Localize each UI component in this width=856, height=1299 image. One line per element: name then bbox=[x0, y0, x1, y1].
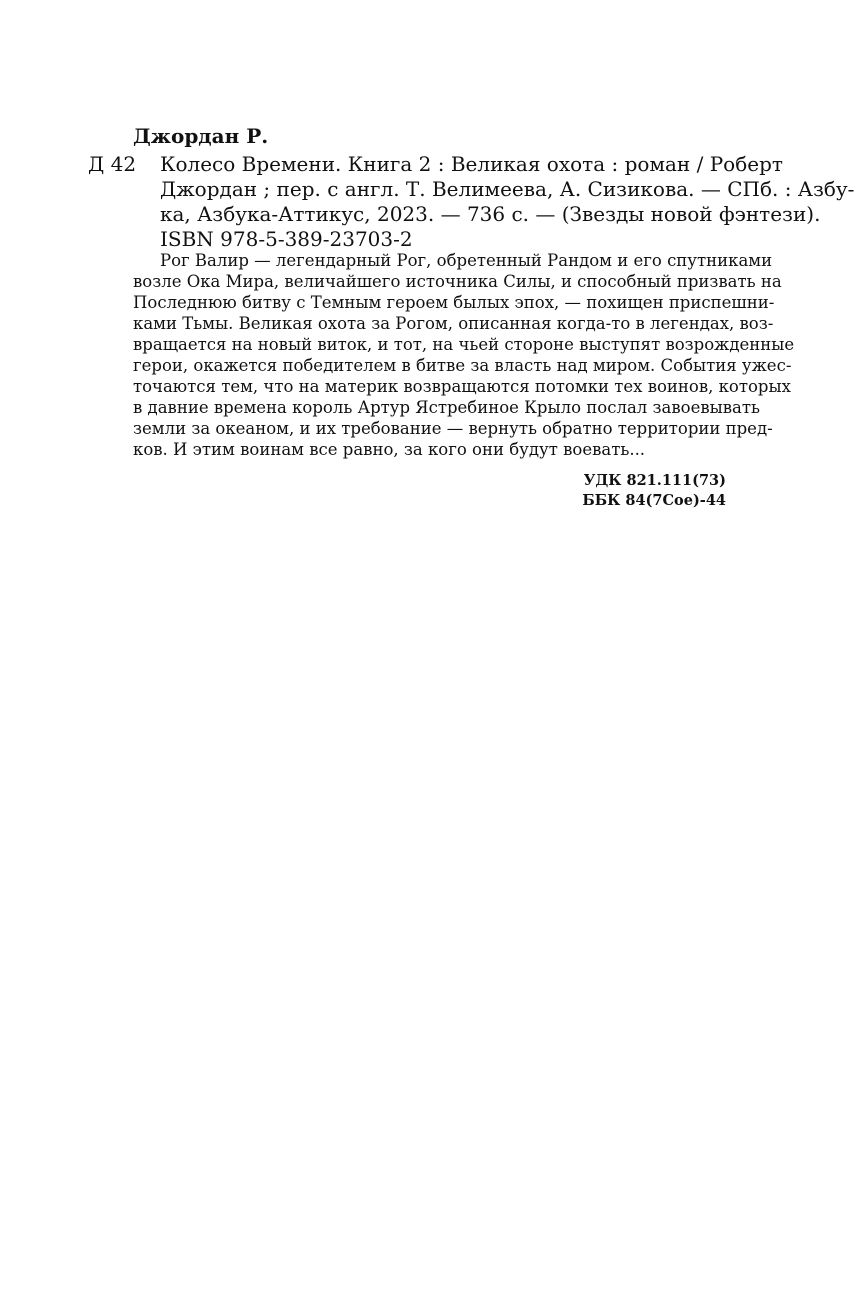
annotation-line: Последнюю битву с Темным героем былых эпох, — похищен приспешни- bbox=[133, 293, 775, 312]
isbn: ISBN 978-5-389-23703-2 bbox=[160, 227, 413, 251]
annotation-line: возле Ока Мира, величайшего источника Силы, и способный призвать на bbox=[133, 272, 782, 291]
bbk-index: ББК 84(7Сое)-44 bbox=[582, 492, 726, 509]
annotation-line: ками Тьмы. Великая охота за Рогом, описанная когда-то в легендах, воз- bbox=[133, 314, 774, 333]
annotation-line: земли за океаном, и их требование — вернуть обратно территории пред- bbox=[133, 419, 773, 438]
title-line: Джордан ; пер. с англ. Т. Велимеева, А. Сизикова. — СПб. : Азбу- bbox=[160, 177, 855, 201]
udk-index: УДК 821.111(73) bbox=[583, 472, 726, 489]
annotation-line: Рог Валир — легендарный Рог, обретенный Рандом и его спутниками bbox=[160, 251, 773, 270]
title-line: Колесо Времени. Книга 2 : Великая охота : роман / Роберт bbox=[160, 152, 783, 176]
author-heading: Джордан Р. bbox=[133, 124, 269, 148]
annotation-line: герои, окажется победителем в битве за власть над миром. События ужес- bbox=[133, 356, 792, 375]
annotation-line: вращается на новый виток, и тот, на чьей стороне выступят возрожденные bbox=[133, 335, 795, 354]
annotation-line: в давние времена король Артур Ястребиное Крыло послал завоевывать bbox=[133, 398, 760, 417]
annotation-line: точаются тем, что на материк возвращаются потомки тех воинов, которых bbox=[133, 377, 791, 396]
annotation-line: ков. И этим воинам все равно, за кого они будут воевать... bbox=[133, 440, 646, 459]
title-line: ка, Азбука-Аттикус, 2023. — 736 с. — (Звезды новой фэнтези). bbox=[160, 202, 821, 226]
shelf-code: Д 42 bbox=[88, 152, 137, 176]
